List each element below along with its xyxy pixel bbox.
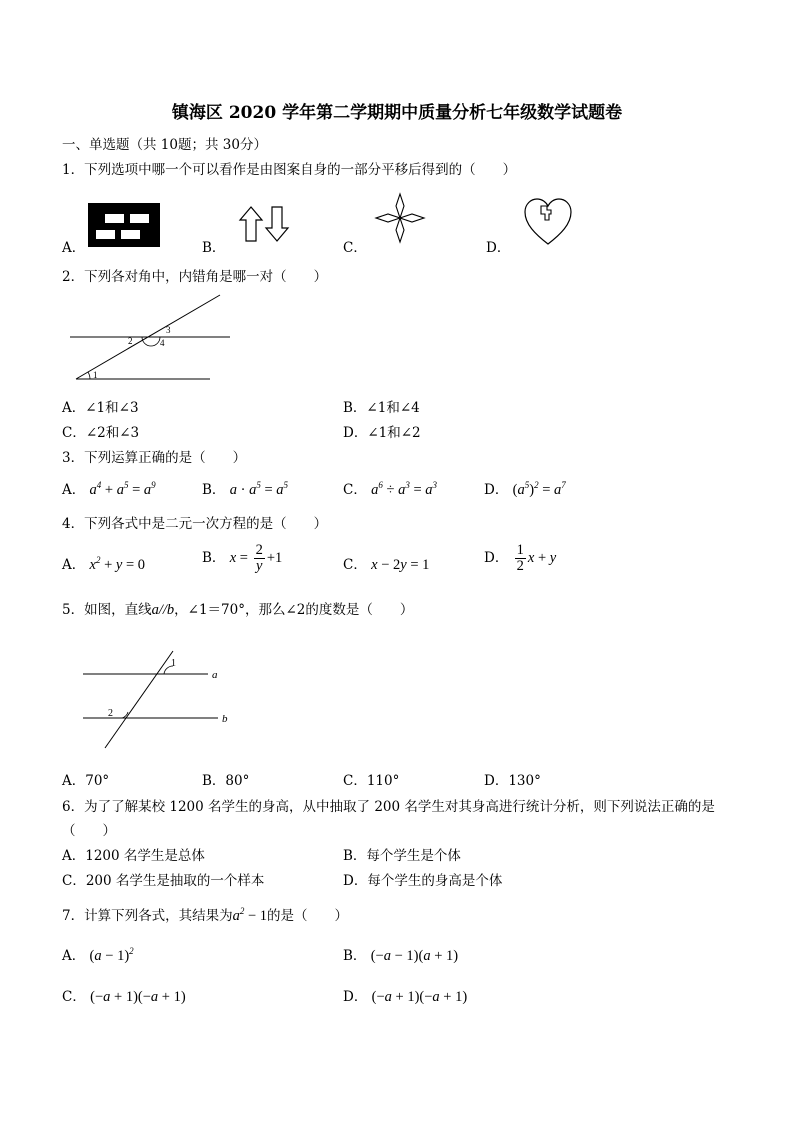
q1-option-c-figure	[376, 194, 424, 242]
q7-stem-prefix: 7．计算下列各式，其结果为	[62, 908, 233, 924]
q3-option-a-label: A．	[62, 482, 86, 498]
q4-option-c-formula: x − 2y = 1	[371, 557, 430, 573]
q5-stem-parallel: a//b	[151, 602, 175, 618]
q2-fig-label-4: 4	[160, 338, 165, 348]
q1-option-a-label: A．	[62, 240, 86, 256]
q7-option-d-formula: (−a + 1)(−a + 1)	[371, 989, 468, 1005]
q7-option-b-label: B．	[343, 948, 367, 964]
q5-fig-label-2: 2	[108, 708, 113, 719]
q3-option-a-formula: $a^4 + a^5 = a^9$	[89, 480, 156, 498]
q1-option-a-figure	[88, 203, 160, 247]
q2-option-d: D．∠1和∠2	[343, 425, 421, 441]
q7-stem-formula: $a^2 - 1$	[232, 906, 268, 924]
q7-option-b	[343, 944, 458, 965]
q4-option-b-label: B．	[202, 550, 226, 567]
q4-option-a-label: A．	[62, 557, 86, 573]
q3-option-c-label: C．	[343, 482, 367, 498]
q5-fig-label-1: 1	[171, 658, 176, 669]
q5-option-a: A．70°	[62, 773, 110, 789]
q5-option-b: B．80°	[202, 773, 250, 789]
q1-option-c-label: C．	[343, 240, 367, 256]
q6-stem-line1: 6．为了了解某校 1200 名学生的身高，从中抽取了 200 名学生对其身高进行统计分析，则下列说法正确的是	[62, 799, 715, 815]
q5-stem-mid: ，∠1＝70°，那么∠2的度数是（ ）	[174, 602, 414, 618]
q3-option-a	[62, 478, 156, 499]
q1-option-b-figure	[238, 206, 290, 242]
q3-option-b	[202, 478, 288, 499]
q2-stem: 2．下列各对角中，内错角是哪一对（ ）	[62, 269, 328, 285]
q4-option-a	[62, 553, 145, 574]
q6-option-b: B．每个学生是个体	[343, 848, 461, 864]
q7-option-a	[62, 944, 134, 965]
q3-option-b-label: B．	[202, 482, 226, 498]
q3-option-c	[343, 478, 437, 499]
q2-option-b: B．∠1和∠4	[343, 400, 420, 416]
q7-stem	[62, 904, 348, 925]
q2-option-c: C．∠2和∠3	[62, 425, 140, 441]
q3-stem: 3．下列运算正确的是（ ）	[62, 450, 247, 466]
q1-option-d-figure	[523, 198, 573, 246]
q4-option-d-formula: $\frac{1}{2}$ x + y	[516, 542, 557, 575]
q7-option-d	[343, 985, 467, 1006]
q6-option-c: C．200 名学生是抽取的一个样本	[62, 873, 265, 889]
q4-stem: 4．下列各式中是二元一次方程的是（ ）	[62, 516, 328, 532]
q2-figure	[62, 292, 237, 384]
q2-fig-label-3: 3	[166, 325, 171, 335]
q3-option-b-formula: $a \cdot a^5 = a^5$	[229, 480, 288, 498]
q5-fig-label-b: b	[222, 713, 228, 725]
q2-fig-label-2: 2	[128, 336, 133, 346]
q6-option-d: D．每个学生的身高是个体	[343, 873, 503, 889]
q7-option-d-label: D．	[343, 989, 368, 1005]
q4-option-b-formula: x = $\frac{2}{y}$ +1	[229, 542, 283, 575]
q3-option-c-formula: $a^6 \div a^3 = a^3$	[371, 480, 438, 498]
q4-option-a-formula: $x^2 + y = 0$	[89, 555, 146, 573]
q2-fig-label-1: 1	[93, 370, 98, 380]
q4-option-d-label: D．	[484, 550, 509, 567]
q7-option-c-label: C．	[62, 989, 86, 1005]
q7-stem-suffix: 的是（ ）	[267, 908, 349, 924]
q5-figure	[80, 650, 240, 750]
section-heading: 一、单选题（共 10题；共 30分）	[62, 137, 267, 153]
page-title: 镇海区 2020 学年第二学期期中质量分析七年级数学试题卷	[171, 103, 623, 123]
q6-stem-line2: （ ）	[62, 823, 116, 839]
q4-option-c-label: C．	[343, 557, 367, 573]
q4-option-b	[202, 543, 282, 574]
q3-option-d	[484, 478, 566, 499]
q1-stem: 1．下列选项中哪一个可以看作是由图案自身的一部分平移后得到的（ ）	[62, 162, 517, 178]
q2-option-a: A．∠1和∠3	[62, 400, 139, 416]
q5-stem	[62, 598, 413, 619]
q7-option-a-label: A．	[62, 948, 86, 964]
q5-stem-prefix: 5．如图，直线	[62, 602, 152, 618]
q5-fig-label-a: a	[212, 669, 218, 681]
q4-option-d	[484, 543, 556, 574]
q7-option-c	[62, 985, 186, 1006]
q7-option-a-formula: $(a - 1)^2$	[89, 946, 134, 964]
q3-option-d-label: D．	[484, 482, 509, 498]
q6-option-a: A．1200 名学生是总体	[62, 848, 205, 864]
q1-option-b-label: B．	[202, 240, 226, 256]
q7-option-b-formula: (−a − 1)(a + 1)	[370, 948, 459, 964]
q1-option-d-label: D．	[486, 240, 511, 256]
q3-option-d-formula: $(a^5)^2 = a^7$	[512, 480, 566, 498]
q5-option-c: C．110°	[343, 773, 400, 789]
q4-option-c	[343, 553, 429, 574]
q5-option-d: D．130°	[484, 773, 541, 789]
q7-option-c-formula: (−a + 1)(−a + 1)	[90, 989, 186, 1005]
